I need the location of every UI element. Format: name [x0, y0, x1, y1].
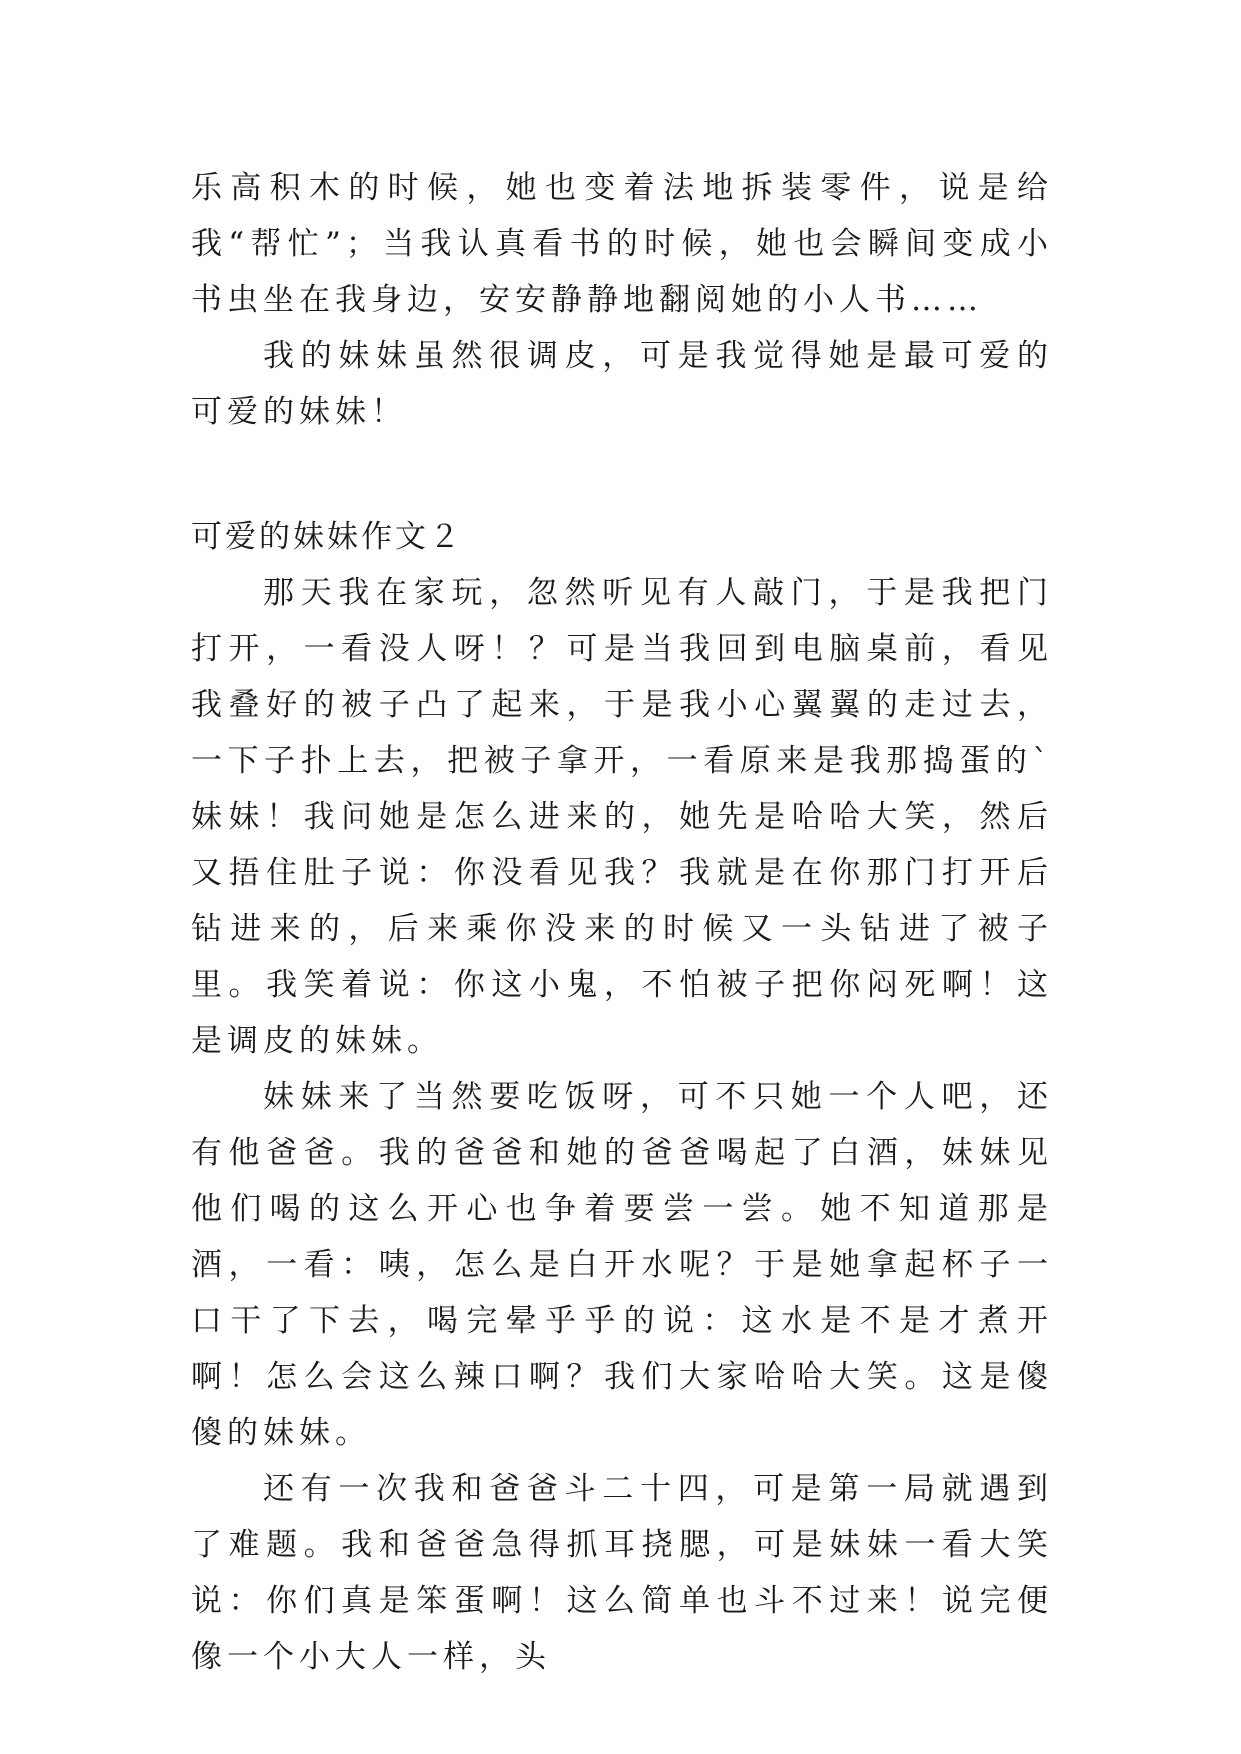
- document-body: [191, 160, 1053, 1685]
- section-title: 可爱的妹妹作文２: [191, 519, 463, 555]
- continued-paragraph: 乐高积木的时候，她也变着法地拆装零件，说是给我“帮忙”；当我认真看书的时候，她也会瞬间变成小书虫坐在我身边，安安静静地翻阅她的小人书……: [191, 170, 1053, 318]
- section-paragraph-2: 妹妹来了当然要吃饭呀，可不只她一个人吧，还有他爸爸。我的爸爸和她的爸爸喝起了白酒，妹妹见他们喝的这么开心也争着要尝一尝。她不知道那是酒，一看：咦，怎么是白开水呢？于是她拿起杯子一口干了下去，喝完晕乎乎的说：这水是不是才煮开啊！怎么会这么辣口啊？我们大家哈哈大笑。这是傻傻的妹妹。: [191, 1079, 1053, 1451]
- section-paragraph-1: 那天我在家玩，忽然听见有人敲门，于是我把门打开，一看没人呀！？可是当我回到电脑桌前，看见我叠好的被子凸了起来，于是我小心翼翼的走过去，一下子扑上去，把被子拿开，一看原来是我那捣蛋的`妹妹！我问她是怎么进来的，她先是哈哈大笑，然后又捂住肚子说：你没看见我？我就是在你那门打开后钻进来的，后来乘你没来的时候又一头钻进了被子里。我笑着说：你这小鬼，不怕被子把你闷死啊！这是调皮的妹妹。: [191, 575, 1053, 1059]
- section-paragraph-3: 还有一次我和爸爸斗二十四，可是第一局就遇到了难题。我和爸爸急得抓耳挠腮，可是妹妹一看大笑说：你们真是笨蛋啊！这么简单也斗不过来！说完便像一个小大人一样，头: [191, 1471, 1053, 1675]
- closing-paragraph: 我的妹妹虽然很调皮，可是我觉得她是最可爱的可爱的妹妹！: [191, 338, 1053, 430]
